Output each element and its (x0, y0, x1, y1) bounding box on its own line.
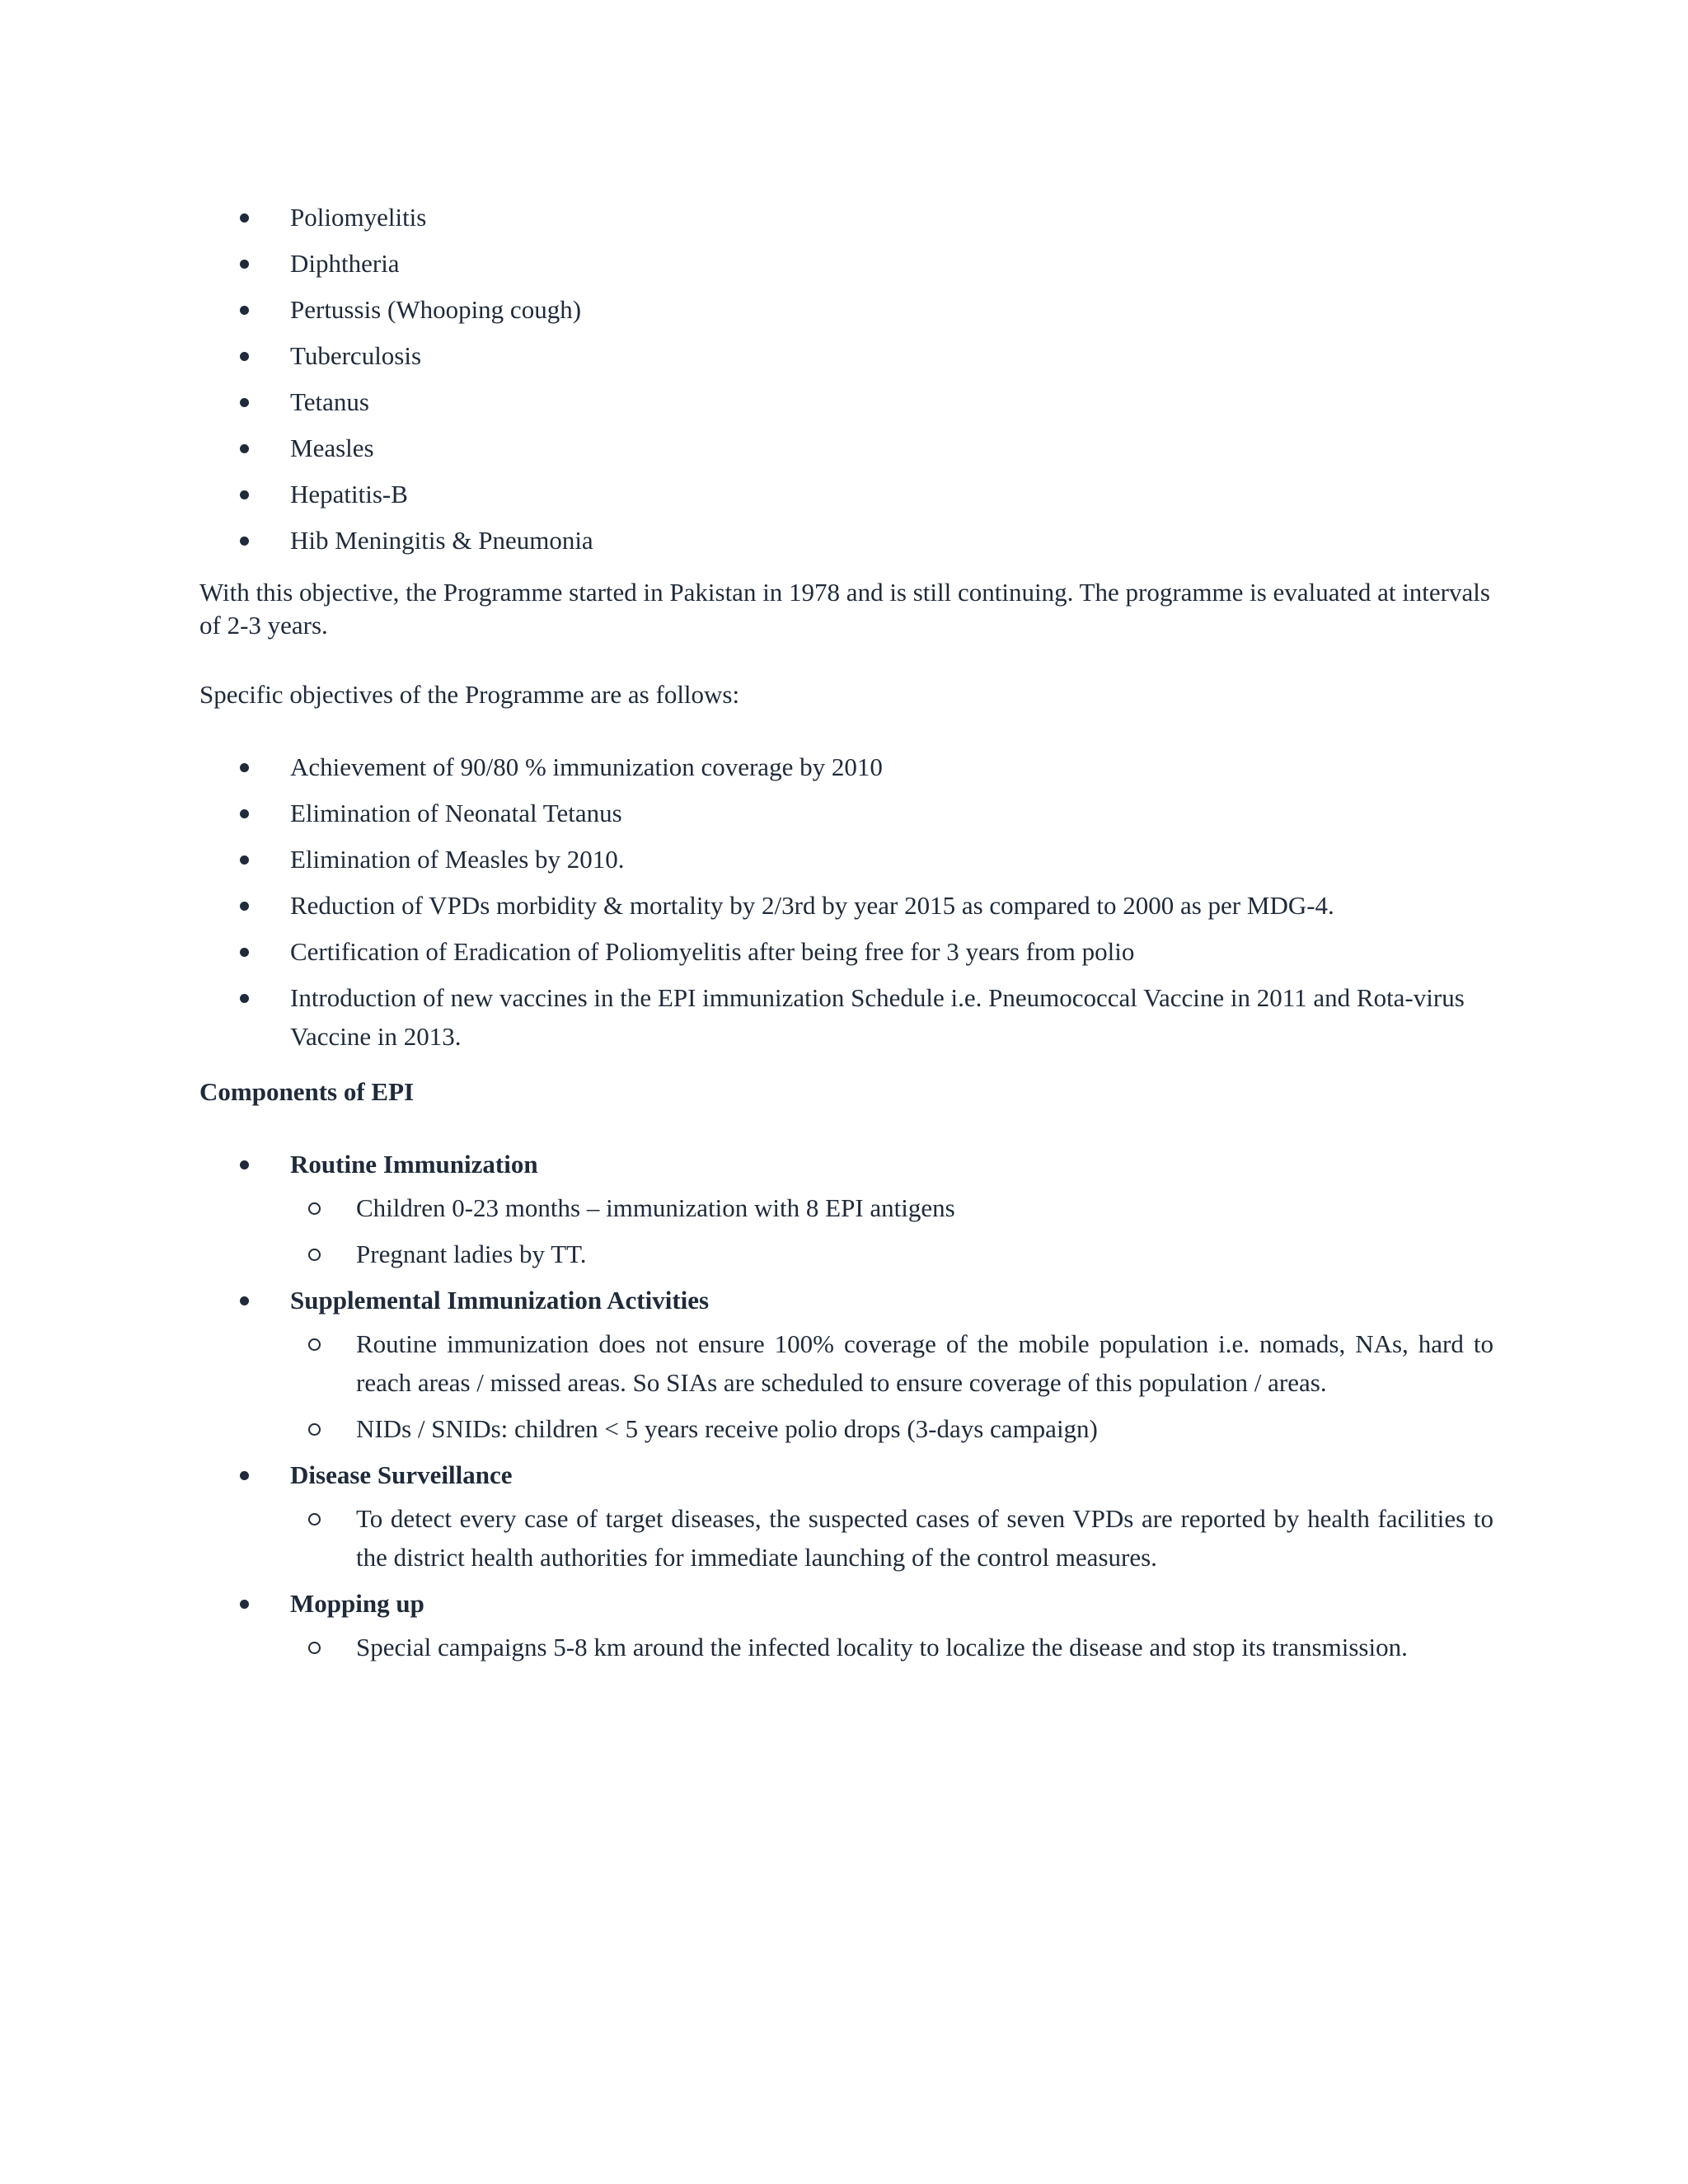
component-mopping-up (199, 1584, 1493, 1666)
bullet-icon (240, 260, 249, 269)
circle-bullet-icon (308, 1202, 321, 1215)
sub-list (290, 1499, 1493, 1577)
sub-list-item: Pregnant ladies by TT. (290, 1235, 1493, 1273)
circle-bullet-icon (308, 1513, 321, 1526)
components-heading: Components of EPI (199, 1077, 415, 1106)
bullet-icon (240, 398, 249, 407)
list-item: Poliomyelitis (199, 198, 1493, 237)
bullet-icon (240, 444, 249, 453)
list-item: Reduction of VPDs morbidity & mortality by 2/3rd by year 2015 as compared to 2000 as per MDG-4. (199, 886, 1493, 925)
list-item: Hib Meningitis & Pneumonia (199, 521, 1493, 560)
bullet-icon (240, 1160, 249, 1169)
bullet-icon (240, 763, 249, 772)
sub-list (290, 1188, 1493, 1273)
list-item: Elimination of Measles by 2010. (199, 840, 1493, 879)
objectives-list (199, 748, 1493, 1056)
bullet-icon (240, 1471, 249, 1480)
list-item: Tuberculosis (199, 336, 1493, 375)
bullet-icon (240, 1296, 249, 1305)
diseases-list (199, 198, 1493, 560)
circle-bullet-icon (308, 1642, 321, 1654)
components-list (199, 1145, 1493, 1666)
bullet-icon (240, 809, 249, 818)
sub-list (290, 1628, 1493, 1666)
sub-list-item: Special campaigns 5-8 km around the infected locality to localize the disease and stop its transmission. (290, 1628, 1493, 1666)
component-title: Disease Surveillance (290, 1460, 513, 1489)
component-title: Supplemental Immunization Activities (290, 1286, 710, 1315)
bullet-icon (240, 902, 249, 911)
circle-bullet-icon (308, 1338, 321, 1351)
list-item: Hepatitis-B (199, 475, 1493, 513)
list-item: Achievement of 90/80 % immunization coverage by 2010 (199, 748, 1493, 786)
component-supplemental (199, 1281, 1493, 1448)
bullet-icon (240, 1600, 249, 1609)
sub-list-item: NIDs / SNIDs: children < 5 years receive polio drops (3-days campaign) (290, 1409, 1493, 1448)
page-content (199, 198, 1493, 1674)
bullet-icon (240, 855, 249, 865)
component-title: Mopping up (290, 1589, 424, 1618)
component-routine (199, 1145, 1493, 1273)
list-item: Tetanus (199, 382, 1493, 421)
objectives-heading: Specific objectives of the Programme are as follows: (199, 680, 740, 709)
list-item: Elimination of Neonatal Tetanus (199, 794, 1493, 832)
bullet-icon (240, 994, 249, 1003)
list-item: Certification of Eradication of Poliomyelitis after being free for 3 years from polio (199, 932, 1493, 971)
circle-bullet-icon (308, 1423, 321, 1436)
component-title: Routine Immunization (290, 1150, 538, 1179)
bullet-icon (240, 306, 249, 315)
component-surveillance (199, 1455, 1493, 1577)
bullet-icon (240, 352, 249, 361)
sub-list-item: Children 0-23 months – immunization with 8 EPI antigens (290, 1188, 1493, 1227)
bullet-icon (240, 213, 249, 223)
list-item: Diphtheria (199, 244, 1493, 283)
bullet-icon (240, 948, 249, 957)
list-item: Measles (199, 429, 1493, 467)
bullet-icon (240, 490, 249, 499)
circle-bullet-icon (308, 1249, 321, 1261)
list-item: Introduction of new vaccines in the EPI immunization Schedule i.e. Pneumococcal Vaccine in 2011 and Rota-virus Vaccine in 2013. (199, 978, 1493, 1056)
list-item: Pertussis (Whooping cough) (199, 290, 1493, 329)
sub-list (290, 1324, 1493, 1448)
intro-paragraph: With this objective, the Programme started in Pakistan in 1978 and is still continuing. The programme is evaluated at intervals of 2-3 years. (199, 578, 1490, 640)
bullet-icon (240, 537, 249, 546)
sub-list-item: To detect every case of target diseases, the suspected cases of seven VPDs are reported by health facilities to the district health authorities for immediate launching of the control measures. (290, 1499, 1493, 1577)
sub-list-item: Routine immunization does not ensure 100% coverage of the mobile population i.e. nomads, NAs, hard to reach areas / missed areas. So SIAs are scheduled to ensure coverage of this population / areas. (290, 1324, 1493, 1402)
